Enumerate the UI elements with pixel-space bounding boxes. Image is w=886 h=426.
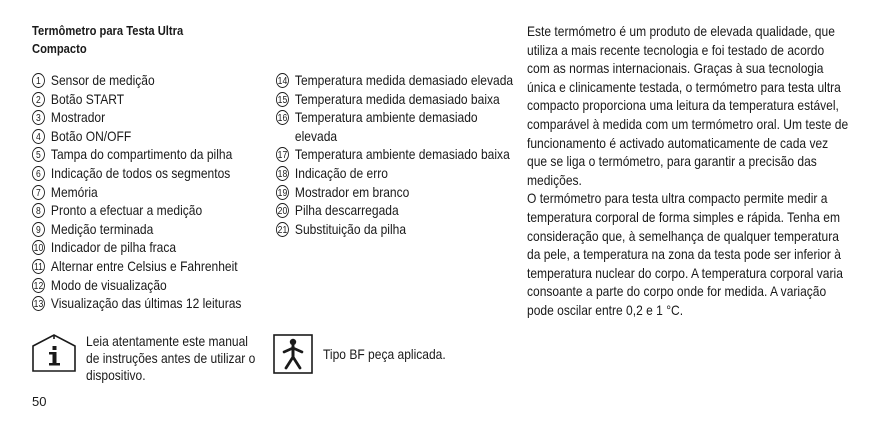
- description-paragraph: O termómetro para testa ultra compacto permite medir a temperatura corporal de forma simples e rápida. Tenha em consideração que, à semelhança de qualquer temperatura da pele, a temperatura na zona da testa pode ser inferior à temperatura nuclear do corpo. A temperatura corporal varia consoante a parte do corpo onde for medida. A variação pode oscilar entre 0,2 e 1 °C.: [527, 190, 843, 318]
- list-item: 16 Temperatura ambiente demasiado elevada: [277, 109, 478, 144]
- list-item: 17 Temperatura ambiente demasiado baixa: [277, 146, 510, 163]
- page-title: Termômetro para Testa Ultra Compacto: [32, 23, 184, 56]
- bf-note: Tipo BF peça aplicada.: [323, 346, 446, 362]
- list-item: 5 Tampa do compartimento da pilha: [32, 145, 275, 164]
- list-item: 10 Indicador de pilha fraca: [33, 239, 177, 256]
- info-manual-icon: [32, 334, 76, 372]
- list-item: 13 Visualização das últimas 12 leituras: [33, 295, 242, 312]
- list-item: 9 Medição terminada: [32, 220, 275, 239]
- item-number: 20: [276, 203, 289, 218]
- list-item: 14 Temperatura medida demasiado elevada: [277, 72, 514, 88]
- item-number: 19: [276, 185, 289, 200]
- item-number: 6: [32, 166, 45, 181]
- list-item: 4 Botão ON/OFF: [32, 127, 275, 146]
- item-number: 4: [32, 129, 45, 144]
- list-item: 3 Mostrador: [32, 108, 275, 127]
- item-number: 3: [32, 110, 45, 125]
- item-number: 16: [276, 110, 289, 125]
- list-item: 20 Pilha descarregada: [277, 202, 399, 219]
- item-number: 11: [32, 259, 45, 274]
- item-number: 17: [276, 147, 289, 162]
- list-item: 12 Modo de visualização: [33, 276, 167, 293]
- item-number: 7: [32, 185, 45, 200]
- list-item: 18 Indicação de erro: [277, 164, 388, 181]
- item-number: 12: [32, 278, 45, 293]
- item-number: 5: [32, 147, 45, 162]
- list-item: 7 Memória: [32, 183, 275, 202]
- list-item: 11 Alternar entre Celsius e Fahrenheit: [33, 257, 238, 274]
- item-number: 14: [276, 73, 289, 88]
- description-paragraph: Este termómetro é um produto de elevada qualidade, que utiliza a mais recente tecnologia e foi testado de acordo com as normas internacionais. Graças à sua tecnologia única e clinicamente testada, o termómetro para testa ultra compacto proporciona uma leitura da temperatura estável, comparável à medida com um termómetro oral. Um teste de funcionamento é activado automaticamente de cada vez que se liga o termómetro, para garantir a precisão das medições.: [527, 23, 849, 188]
- item-number: 13: [32, 296, 45, 311]
- item-number: 8: [32, 203, 45, 218]
- list-item: 8 Pronto a efectuar a medição: [32, 201, 275, 220]
- list-item: 19 Mostrador em branco: [277, 183, 410, 200]
- description-text: [527, 22, 850, 320]
- components-list-right: [276, 71, 526, 238]
- info-note: Leia atentamente este manual de instruções antes de utilizar o dispositivo.: [86, 333, 256, 383]
- item-number: 10: [32, 240, 45, 255]
- page-number: 50: [32, 394, 47, 409]
- list-item: 15 Temperatura medida demasiado baixa: [277, 90, 500, 107]
- item-number: 9: [32, 222, 45, 237]
- item-number: 1: [32, 73, 45, 88]
- list-item: 1 Sensor de medição: [32, 71, 275, 90]
- list-item: 21 Substituição da pilha: [277, 220, 407, 237]
- list-item: 6 Indicação de todos os segmentos: [32, 164, 275, 183]
- item-number: 21: [276, 222, 289, 237]
- item-number: 15: [276, 92, 289, 107]
- type-bf-applied-part-icon: [273, 334, 313, 374]
- list-item: 2 Botão START: [32, 90, 275, 109]
- item-number: 2: [32, 92, 45, 107]
- item-number: 18: [276, 166, 289, 181]
